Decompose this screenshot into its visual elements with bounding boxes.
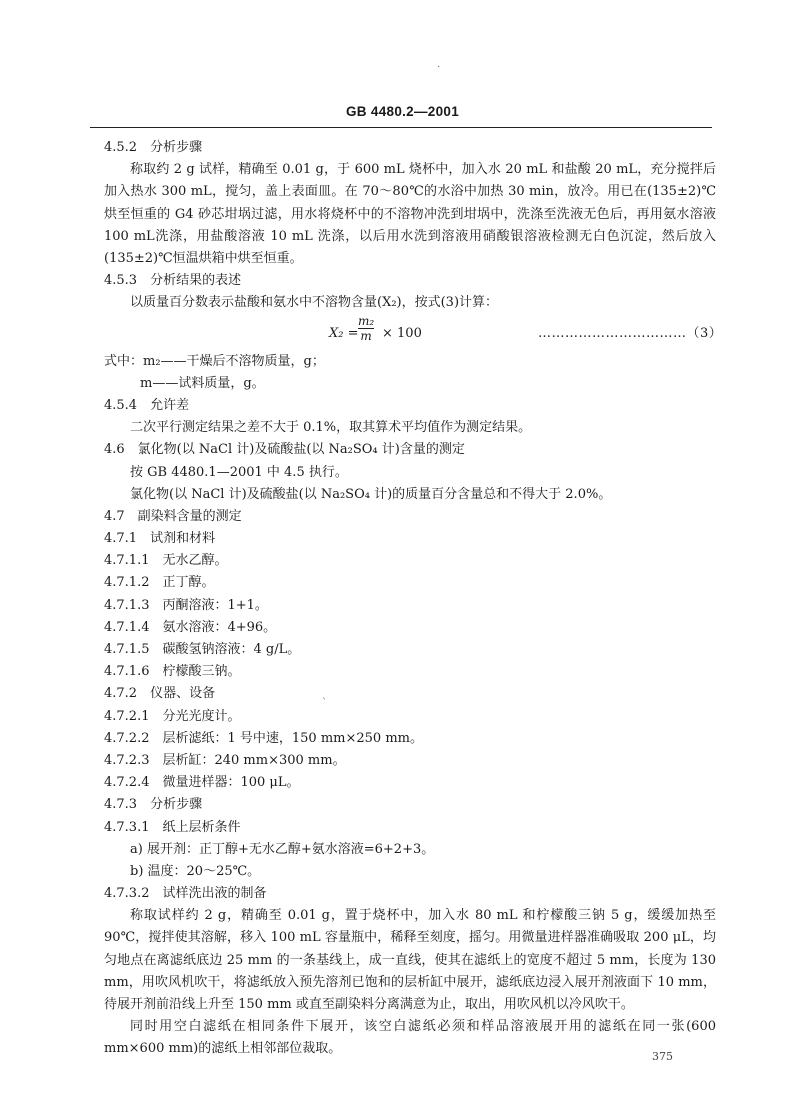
section-line: 4.5.2 分析步骤 [104,140,203,155]
paragraph: 称取试样约 2 g，精确至 0.01 g，置于烧杯中，加入水 80 mL 和柠檬酸三钠 5 g，缓缓加热至 90℃，搅拌使其溶解，移入 100 mL 容量瓶中，稀释至刻度，摇匀。用微量进样器准确吸取 200 μL，均匀地点在离滤纸底边 25 mm 的一条基线上，成一直线，使其在滤纸上的宽度不超过 5 mm，长度为 130 mm，用吹风机吹干，将滤纸放入预先溶剂已饱和的层析缸中展开，滤纸底边浸入展开剂液面下 10 mm，待展开剂前沿线上升至 150 mm 或直至副染料分离满意为止，取出，用吹风机以冷风吹干。 [104,908,716,1013]
text-line: 按 GB 4480.1—2001 中 4.5 执行。 [130,464,348,480]
section-line: 4.7.3.1 纸上层析条件 [104,819,241,835]
text-line: 二次平行测定结果之差不大于 0.1%，取其算术平均值作为测定结果。 [130,420,532,436]
section-line: 4.7.1.5 碳酸氢钠溶液：4 g/L。 [104,642,301,658]
formula-3 [104,313,723,351]
section-line: 4.7.3.2 试样洗出液的制备 [104,886,267,902]
section-line: 4.7.3 分析步骤 [104,797,203,813]
section-line: 4.7.1 试剂和材料 [104,531,216,547]
formula-denominator: m [358,328,374,343]
text-line: b) 温度：20～25℃。 [130,863,261,879]
paragraph: 同时用空白滤纸在相同条件下展开，该空白滤纸必须和样品溶液展开用的滤纸在同一张(600 mm×600 mm)的滤纸上相邻部位裁取。 [104,1019,716,1057]
formula-fraction [358,314,374,343]
text-line: a) 展开剂：正丁醇+无水乙醇+氨水溶液=6+2+3。 [130,841,435,857]
page-number: 375 [652,1050,673,1063]
standard-header: GB 4480.2—2001 [346,104,460,119]
scan-mark: ˋ [322,698,327,709]
section-line: 4.7 副染料含量的测定 [104,508,242,524]
scan-speck: · [437,62,441,73]
equation-number: ……………………………（3） [538,325,723,341]
formula-rest: × 100 [382,325,422,341]
text-line: 氯化物(以 NaCl 计)及硫酸盐(以 Na₂SO₄ 计)的质量百分含量总和不得大于 2.0%。 [130,486,612,502]
section-line: 4.7.2 仪器、设备 [104,686,216,702]
section-line: 4.6 氯化物(以 NaCl 计)及硫酸盐(以 Na₂SO₄ 计)含量的测定 [104,442,465,458]
text-line: 以质量百分数表示盐酸和氨水中不溶物含量(X₂)，按式(3)计算： [130,295,499,311]
section-line: 4.5.4 允许差 [104,397,190,413]
document-body [104,137,723,1061]
formula-numerator: m₂ [358,313,375,328]
section-line: 4.7.1.3 丙酮溶液：1+1。 [104,597,268,613]
section-line: 4.7.1.6 柠檬酸三钠。 [104,664,241,680]
text-line: m——试料质量，g。 [140,375,265,391]
section-line: 4.5.3 分析结果的表述 [104,273,242,289]
section-line: 4.7.2.2 层析滤纸：1 号中速，150 mm×250 mm。 [104,730,423,746]
section-line: 4.7.1.1 无水乙醇。 [104,553,228,569]
paragraph: 称取约 2 g 试样，精确至 0.01 g，于 600 mL 烧杯中，加入水 20 mL 和盐酸 20 mL，充分搅拌后加入热水 300 mL，搅匀，盖上表面皿。在 70～80℃的水浴中加热 30 min，放冷。用已在(135±2)℃烘至恒重的 G4 砂芯坩埚过滤，用水将烧杯中的不溶物冲洗到坩埚中，洗涤至洗液无色后，再用氨水溶液 100 mL洗涤，用盐酸溶液 10 mL 洗涤，以后用水洗到溶液用硝酸银溶液检测无白色沉淀，然后放入(135±2)℃恒温烘箱中烘至恒重。 [104,162,716,266]
section-line: 式中：m₂——干燥后不溶物质量，g； [104,353,325,369]
header-rule [90,127,712,128]
section-line: 4.7.1.2 正丁醇。 [104,575,215,591]
section-line: 4.7.1.4 氨水溶液：4+96。 [104,619,277,635]
formula-lhs: X₂ = [329,325,359,341]
section-line: 4.7.2.4 微量进样器：100 μL。 [104,775,300,791]
section-line: 4.7.2.3 层析缸：240 mm×300 mm。 [104,752,346,768]
section-line: 4.7.2.1 分光光度计。 [104,708,241,724]
